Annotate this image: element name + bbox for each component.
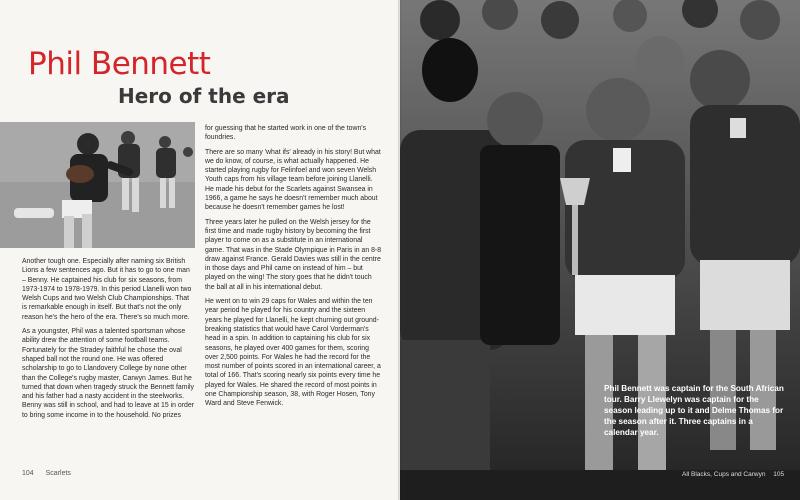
left-section-title: Scarlets: [45, 470, 71, 477]
photo-caption: Phil Bennett was captain for the South African tour. Barry Llewelyn was captain for the season leading up to it and Delme Thomas for the season after it. Three captains in a calendar year.: [604, 384, 784, 437]
article-subtitle: Hero of the era: [118, 84, 290, 108]
article-title: Phil Bennett: [28, 46, 211, 82]
paragraph: Three years later he pulled on the Welsh jersey for the first time and made rugby history by becoming the first player to come on as a substitute in an international game. That was in the Stade Olympique in Paris in an 8-8 draw against France. Gerald Davies was still in the centre in those days and Phil came on instead of him – but played on the wing! The story goes that he didn't touch the ball at all in his international debut.: [205, 218, 382, 291]
left-page-footer: [22, 470, 81, 477]
paragraph: There are so many 'what ifs' already in his story! But what we do know, of course, is what actually happened. He started playing rugby for Felinfoel and won seven Welsh Youth caps from his village team before joining Llanelli. He made his debut for the Scarlets against Swansea in 1966, a game he says he doesn't remember much about because he doesn't remember games he lost!: [205, 148, 381, 212]
paragraph: As a youngster, Phil was a talented sportsman whose ability drew the attention of some football teams. Fortunately for the Stradey faithful he chose the oval shaped ball not the round one. He was offered scholarship to go to Llandovery College by none other than the College's rugby master, Carwyn James. But he turned that down when tragedy struck the Bennett family and his father had a nasty accident in the steelworks. Benny was still in school, and had to leave at 15 in order to bring some income in to the household. No prizes: [22, 328, 194, 419]
paragraph: for guessing that he started work in one of the town's foundries.: [205, 125, 367, 142]
paragraph: Another tough one. Especially after naming six British Lions a few sentences ago. But it has to go to one man – Benny. He captained his club for six seasons, from 1973-1974 to 1978-1979. In this period Llanelli won two Welsh Cups and two Welsh Club Championships. That is remarkable enough in itself. But that's not the only reason he's the hero of the era. There's so much more.: [22, 258, 192, 321]
text-column-2: [205, 124, 383, 414]
rugby-action-illustration: [0, 122, 195, 248]
text-column-1: [22, 257, 194, 425]
right-page-number: 105: [773, 471, 785, 478]
left-page-number: 104: [22, 470, 34, 477]
paragraph: He went on to win 29 caps for Wales and within the ten year period he played for his country and the sixteen years he played for Llanelli, he kept churning out ground-breaking statistics that would have Carol Vorderman's head in a spin. In addition to captaining his club for six seasons, he played over 400 games for them, scoring over 2,500 points. For Wales he had the record for the most number of points scored in an international career, a total of 166. That's scoring nearly six points every time he played for Wales. He shared the record of most points in one Championship season, 38, with Roger Hosen, Tony Ward and Steve Fenwick.: [205, 298, 381, 408]
right-section-title: All Blacks, Cups and Carwyn: [682, 471, 766, 478]
rugby-action-photo: [0, 122, 195, 248]
right-page-footer: [676, 471, 784, 478]
spine-shadow: [398, 0, 402, 500]
